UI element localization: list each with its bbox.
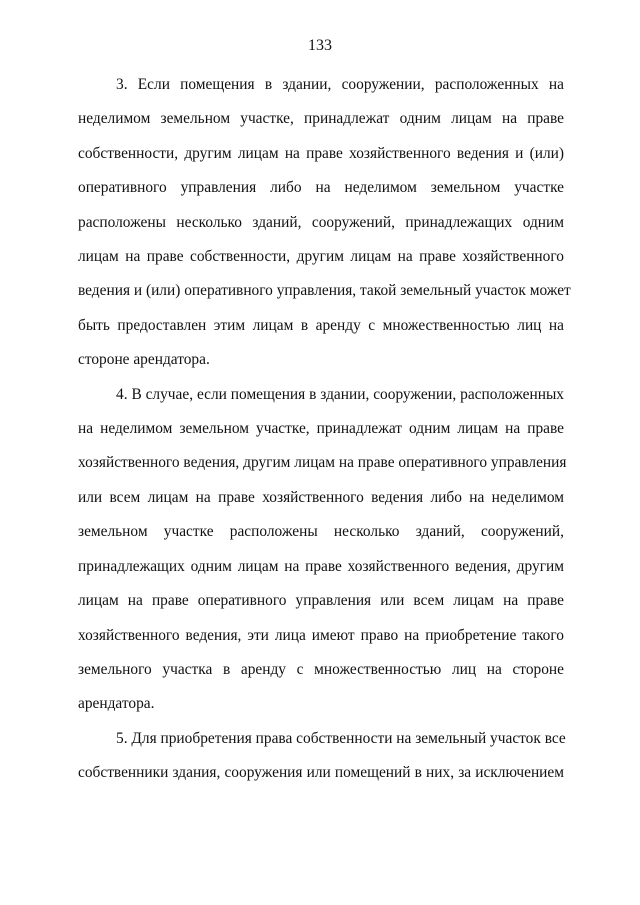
text-line: хозяйственного ведения, другим лицам на праве оперативного управления xyxy=(78,454,567,472)
text-line: собственники здания, сооружения или помещений в них, за исключением xyxy=(78,764,564,782)
text-line: хозяйственного ведения, эти лица имеют право на приобретение такого xyxy=(78,626,564,644)
text-line: неделимом земельном участке, принадлежат одним лицам на праве xyxy=(78,110,564,128)
paragraph-3 xyxy=(78,68,571,378)
text-line: собственности, другим лицам на праве хозяйственного ведения и (или) xyxy=(78,144,564,162)
text-line: на неделимом земельном участке, принадлежат одним лицам на праве xyxy=(78,420,564,438)
text-line: принадлежащих одним лицам на праве хозяйственного ведения, другим xyxy=(78,557,564,575)
text-line: 3. Если помещения в здании, сооружении, расположенных на xyxy=(116,76,564,93)
text-line: земельного участка в аренду с множественностью лиц на стороне xyxy=(78,660,564,678)
page-number: 133 xyxy=(308,37,332,54)
paragraph-5 xyxy=(78,722,564,791)
text-line: арендатора. xyxy=(78,695,155,713)
text-line: быть предоставлен этим лицам в аренду с множественностью лиц на xyxy=(78,316,564,334)
text-line: 4. В случае, если помещения в здании, сооружении, расположенных xyxy=(116,385,564,403)
text-line: лицам на праве оперативного управления или всем лицам на праве xyxy=(78,592,564,610)
text-line: лицам на праве собственности, другим лицам на праве хозяйственного xyxy=(78,248,564,266)
document-body xyxy=(78,68,571,791)
text-line: оперативного управления либо на неделимом земельном участке xyxy=(78,179,564,197)
text-line: 5. Для приобретения права собственности на земельный участок все xyxy=(116,729,566,747)
text-line: земельном участке расположены несколько зданий, сооружений, xyxy=(78,523,564,541)
paragraph-4 xyxy=(78,378,567,722)
text-line: или всем лицам на праве хозяйственного ведения либо на неделимом xyxy=(78,488,564,506)
text-line: расположены несколько зданий, сооружений, принадлежащих одним xyxy=(78,213,564,231)
text-line: стороне арендатора. xyxy=(78,351,210,369)
text-line: ведения и (или) оперативного управления, такой земельный участок может xyxy=(78,282,571,300)
